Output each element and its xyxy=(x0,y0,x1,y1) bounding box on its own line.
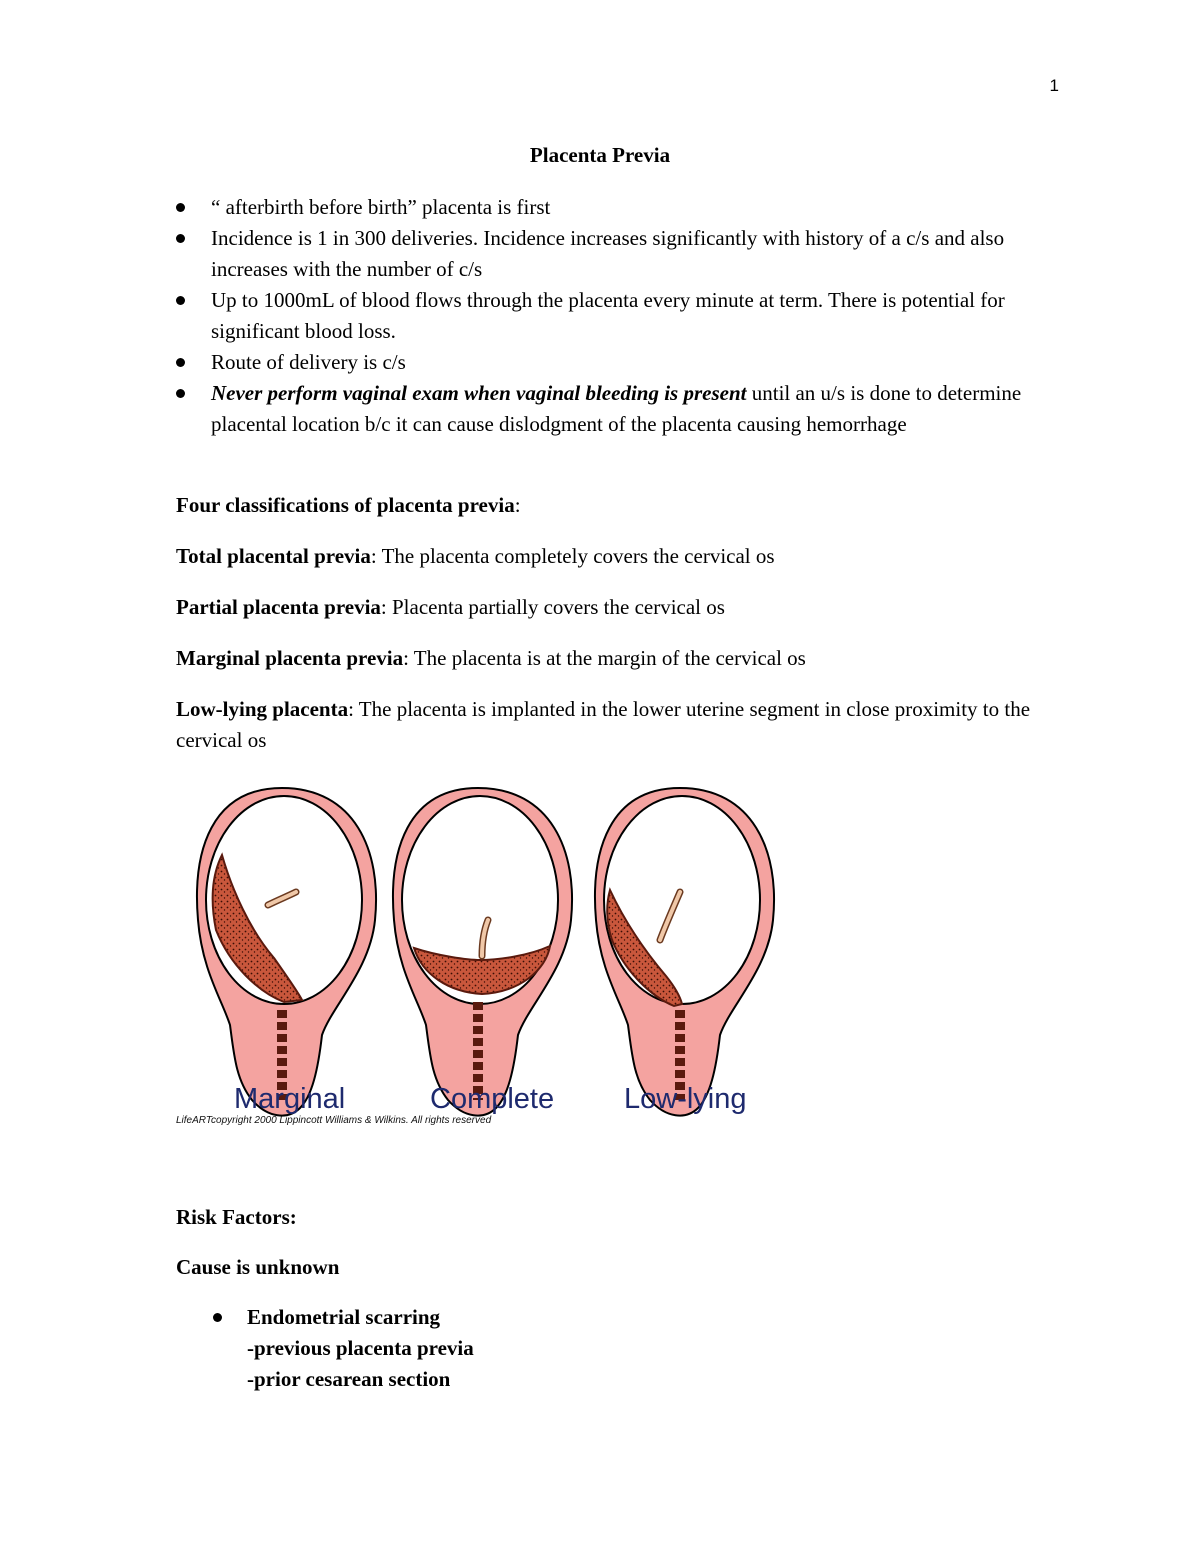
list-item: Endometrial scarring -previous placenta previa -prior cesarean section xyxy=(213,1302,474,1395)
list-item: “ afterbirth before birth” placenta is first xyxy=(176,192,1076,223)
classification-partial: Partial placenta previa: Placenta partially covers the cervical os xyxy=(176,595,725,619)
label-complete: Complete xyxy=(430,1083,555,1115)
warning-emphasis: Never perform vaginal exam when vaginal bleeding is present xyxy=(211,381,747,405)
list-item: Incidence is 1 in 300 deliveries. Incidence increases significantly with history of a c/s and also increases with the number of c/s xyxy=(176,223,1076,285)
list-item: Route of delivery is c/s xyxy=(176,347,1076,378)
uterus-marginal-diagram xyxy=(197,788,376,1116)
key-points-list xyxy=(176,192,1076,440)
page-number: 1 xyxy=(1049,76,1059,95)
uterus-low-lying-diagram xyxy=(595,788,774,1116)
placenta-previa-illustration xyxy=(172,780,782,1140)
list-item: Up to 1000mL of blood flows through the placenta every minute at term. There is potential for significant blood loss. xyxy=(176,285,1076,347)
classification-total: Total placental previa: The placenta completely covers the cervical os xyxy=(176,544,775,568)
classifications-heading: Four classifications of placenta previa: xyxy=(176,493,521,517)
label-marginal: Marginal xyxy=(234,1083,346,1115)
classification-low-lying: Low-lying placenta: The placenta is implanted in the lower uterine segment in close proximity to the cervical os xyxy=(176,697,1031,752)
risk-factors-heading: Risk Factors: xyxy=(176,1205,297,1229)
uterus-complete-diagram xyxy=(393,788,572,1116)
cause-statement: Cause is unknown xyxy=(176,1255,340,1279)
risk-factors-list xyxy=(213,1302,474,1395)
document-title: Placenta Previa xyxy=(529,143,671,167)
figure-copyright: LifeARTcopyright 2000 Lippincott Williams & Wilkins. All rights reserved xyxy=(176,1115,492,1126)
label-low-lying: Low-lying xyxy=(624,1083,747,1115)
classification-marginal: Marginal placenta previa: The placenta is at the margin of the cervical os xyxy=(176,646,806,670)
list-item: Never perform vaginal exam when vaginal bleeding is present until an u/s is done to determine placental location b/c it can cause dislodgment of the placenta causing hemorrhage xyxy=(176,378,1076,440)
